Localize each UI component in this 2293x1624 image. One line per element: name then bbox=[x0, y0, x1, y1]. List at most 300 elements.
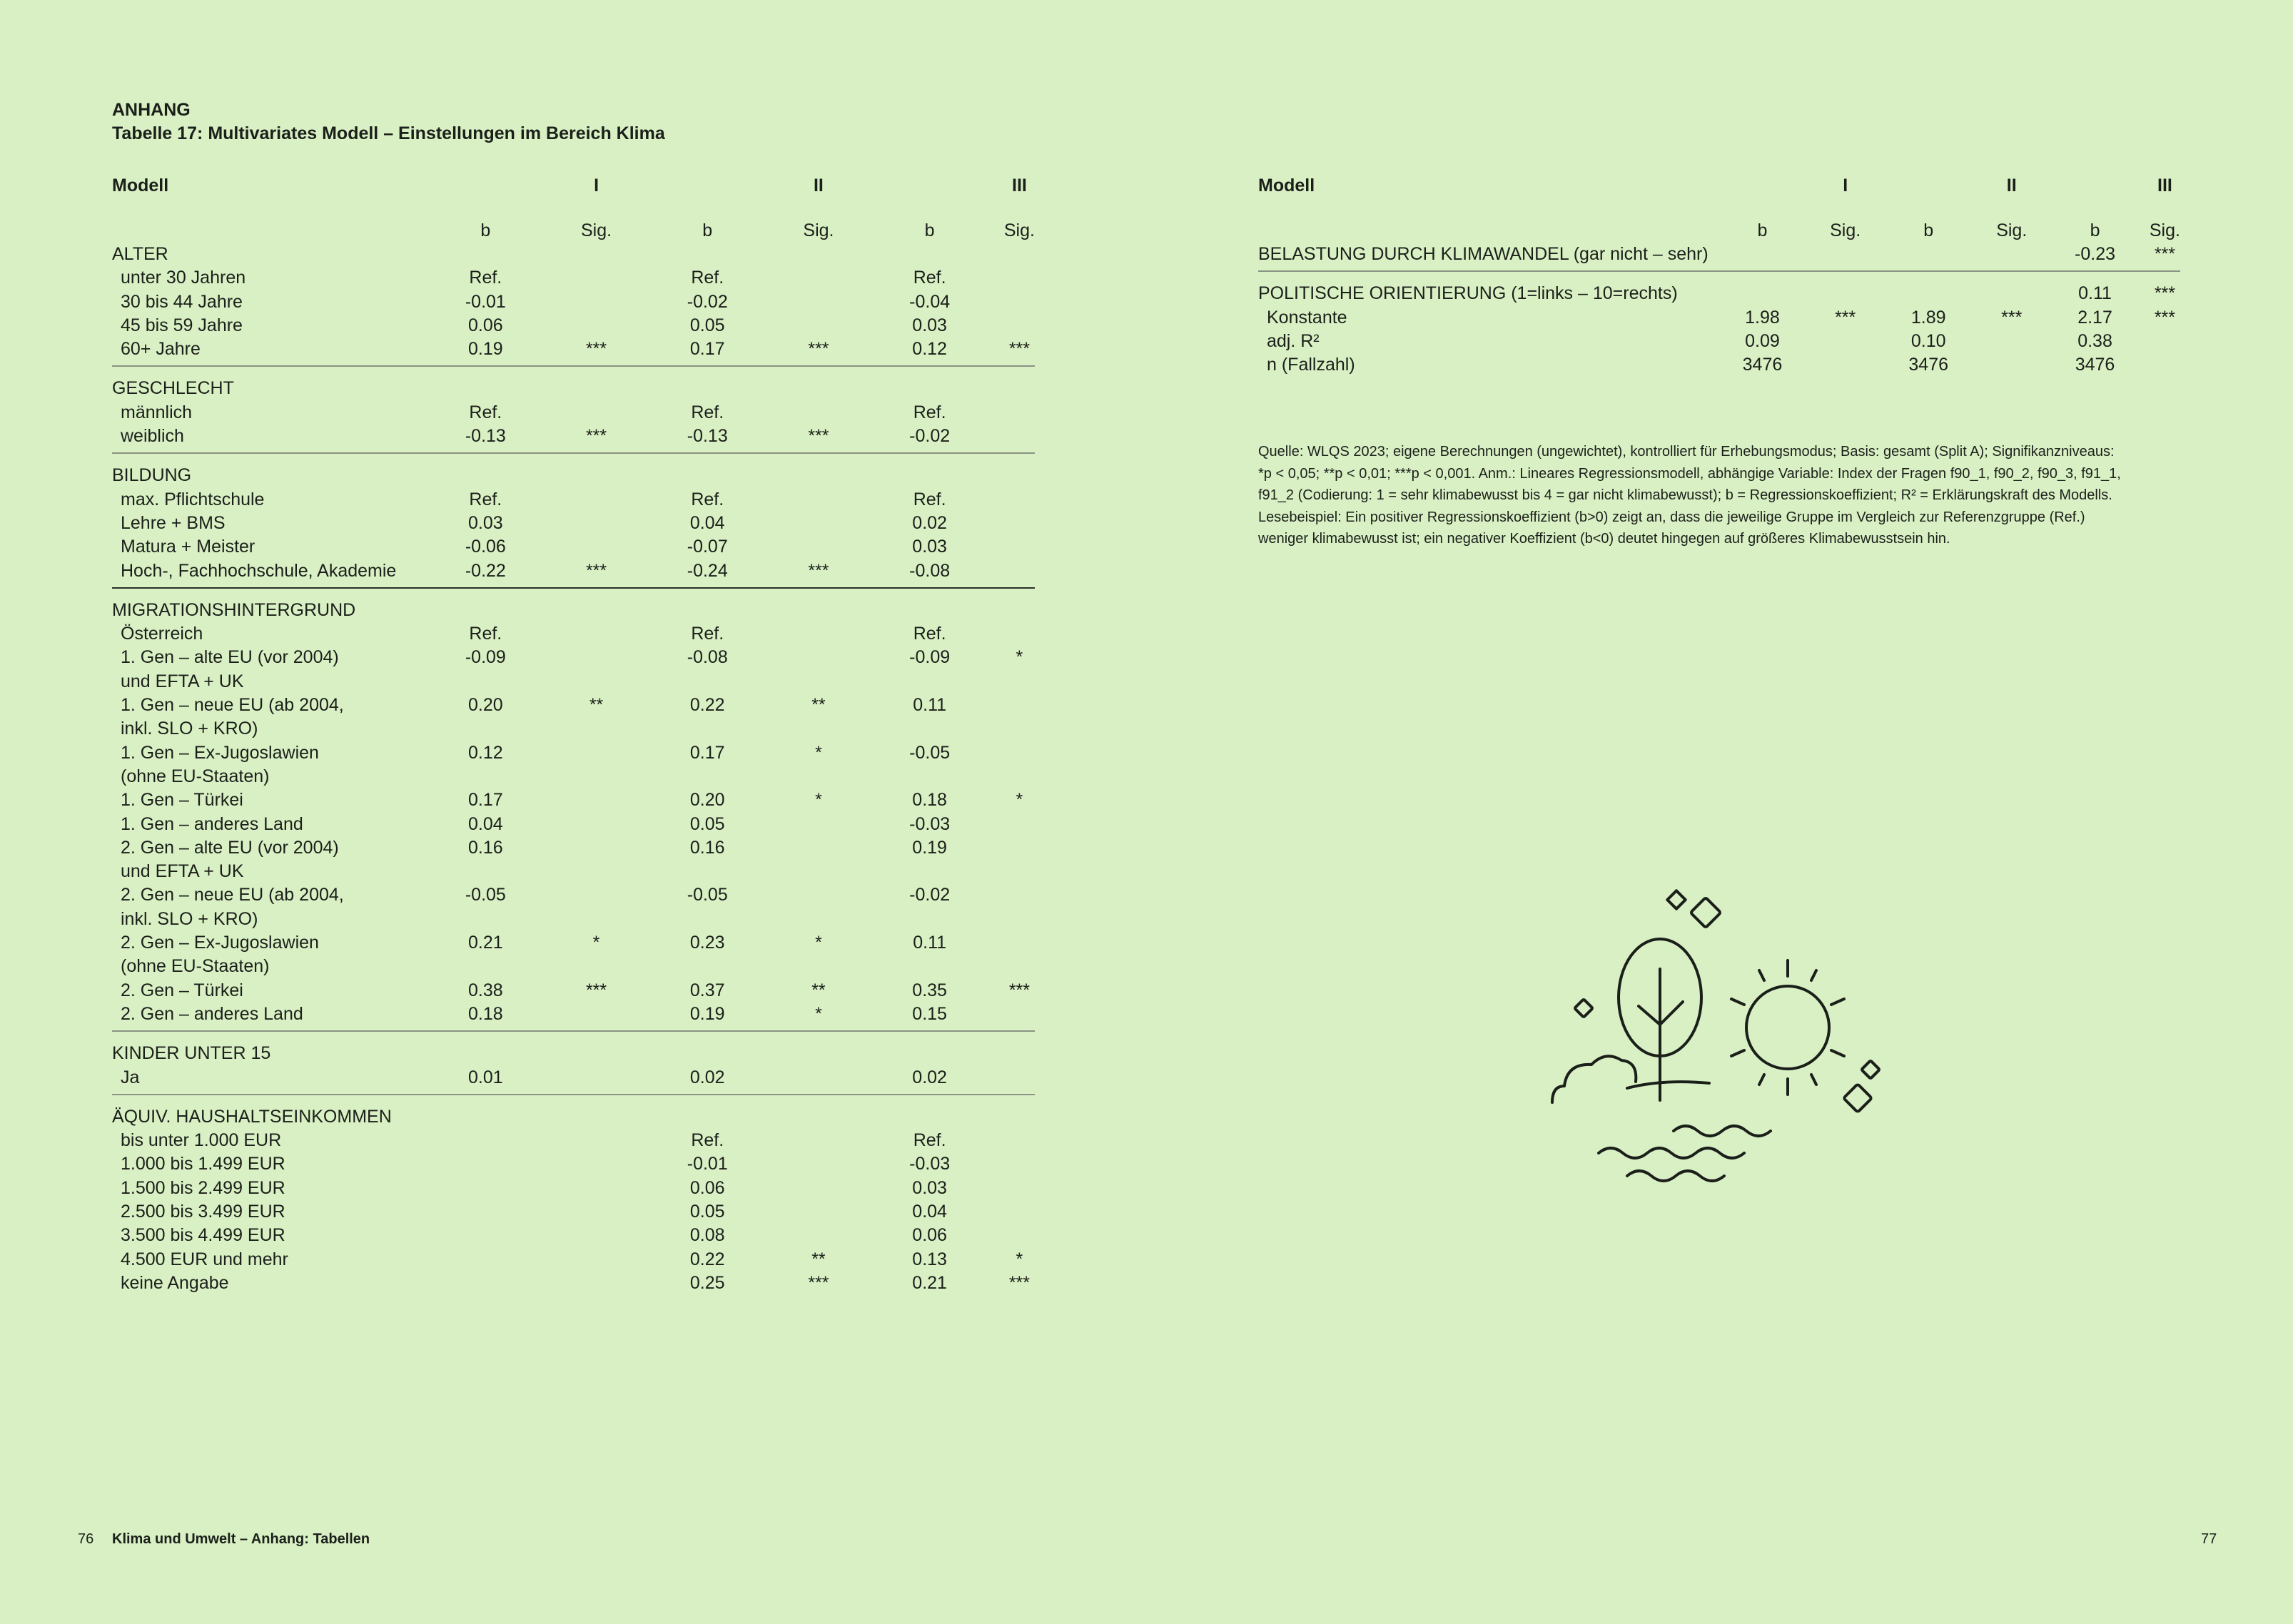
significance-value: *** bbox=[808, 1272, 829, 1293]
coefficient-value bbox=[412, 1031, 560, 1065]
left-page bbox=[0, 0, 1146, 1624]
significance-value bbox=[560, 1200, 633, 1224]
coefficient-value: -0.01 bbox=[465, 291, 506, 312]
coefficient-value: 0.11 bbox=[913, 695, 947, 716]
table-notes bbox=[1258, 441, 2179, 550]
row-label-line: 2. Gen – neue EU (ab 2004, bbox=[121, 885, 344, 905]
coefficient-value: 2.17 bbox=[2077, 307, 2112, 328]
coefficient-value: -0.09 bbox=[909, 647, 951, 668]
table-row bbox=[112, 290, 1035, 314]
significance-value bbox=[1004, 1224, 1035, 1247]
model-header-iii: III bbox=[2157, 176, 2172, 196]
significance-value bbox=[1004, 488, 1035, 512]
significance-value bbox=[1004, 266, 1035, 290]
section-title-row bbox=[112, 366, 1035, 400]
coefficient-value: 0.35 bbox=[912, 980, 947, 1000]
coefficient-value: 0.22 bbox=[689, 695, 725, 716]
significance-value bbox=[1816, 243, 1874, 271]
significance-value bbox=[1983, 330, 2040, 353]
significance-value bbox=[781, 836, 855, 884]
coefficient-value bbox=[412, 1152, 560, 1176]
significance-value bbox=[781, 1200, 855, 1224]
significance-value bbox=[1004, 1200, 1035, 1224]
significance-value: *** bbox=[781, 425, 855, 453]
significance-value: * bbox=[781, 1003, 855, 1031]
significance-value bbox=[1004, 512, 1035, 535]
coefficient-value bbox=[412, 1200, 560, 1224]
significance-value: *** bbox=[560, 338, 633, 366]
coefficient-value: 0.11 bbox=[2078, 283, 2112, 304]
row-label-line: Österreich bbox=[121, 624, 203, 644]
row-label bbox=[112, 813, 412, 836]
table-title: Tabelle 17: Multivariates Modell – Einstellungen im Bereich Klima bbox=[112, 123, 665, 143]
coefficient-value: 0.06 bbox=[468, 315, 503, 335]
significance-value: *** bbox=[560, 425, 633, 453]
table-row bbox=[112, 425, 1035, 453]
running-title: Klima und Umwelt – Anhang: Tabellen bbox=[112, 1531, 370, 1547]
section-title-row bbox=[1258, 271, 2180, 305]
coefficient-value: 3476 bbox=[1908, 355, 1949, 375]
significance-value bbox=[781, 1129, 855, 1152]
significance-value bbox=[560, 622, 633, 646]
coefficient-value: 0.16 bbox=[468, 837, 503, 858]
coefficient-value: 0.19 bbox=[912, 837, 947, 858]
row-label bbox=[112, 741, 412, 789]
significance-value: *** bbox=[585, 980, 607, 1000]
coefficient-value: Ref. bbox=[691, 1130, 724, 1151]
spacer-cell bbox=[1709, 171, 1817, 200]
coefficient-value: 0.06 bbox=[689, 1177, 725, 1198]
significance-value: *** bbox=[2150, 243, 2180, 271]
coefficient-value: 0.16 bbox=[689, 837, 725, 858]
row-label bbox=[1258, 353, 1709, 377]
coefficient-value: 0.19 bbox=[633, 1003, 781, 1031]
b-header: b bbox=[1923, 220, 1934, 240]
significance-value bbox=[1004, 883, 1035, 931]
coefficient-value bbox=[855, 366, 1003, 400]
coefficient-value: 0.38 bbox=[468, 980, 503, 1000]
row-label bbox=[112, 1129, 412, 1152]
regression-table-left bbox=[112, 171, 1035, 1295]
significance-value bbox=[560, 1224, 633, 1247]
coefficient-value: -0.05 bbox=[465, 885, 506, 905]
significance-value bbox=[560, 1003, 633, 1031]
significance-value bbox=[1004, 741, 1035, 789]
b-header: b bbox=[480, 220, 491, 240]
table-row bbox=[112, 1272, 1035, 1295]
significance-value bbox=[560, 243, 633, 266]
row-label-line: 2. Gen – alte EU (vor 2004) bbox=[121, 837, 339, 858]
significance-value bbox=[781, 1095, 855, 1129]
significance-value bbox=[1983, 243, 2040, 271]
significance-value: *** bbox=[2001, 307, 2023, 328]
significance-value bbox=[1004, 1129, 1035, 1152]
coefficient-value bbox=[633, 243, 781, 266]
note-line: *p < 0,05; **p < 0,01; ***p < 0,001. Anm.: Lineares Regressionsmodell, abhängige Variable: Index der Fragen f90_1, f90_2, f90_3, f91_1, bbox=[1258, 465, 2121, 482]
row-label-line: max. Pflichtschule bbox=[121, 489, 265, 509]
coefficient-value: 0.01 bbox=[412, 1066, 560, 1095]
significance-value bbox=[1004, 836, 1035, 884]
coefficient-value bbox=[855, 588, 1003, 622]
row-label-line: keine Angabe bbox=[121, 1272, 229, 1293]
coefficient-value: Ref. bbox=[913, 624, 946, 644]
coefficient-value: Ref. bbox=[691, 402, 724, 422]
row-label-line: und EFTA + UK bbox=[121, 671, 244, 691]
significance-value bbox=[560, 1129, 633, 1152]
coefficient-value: 0.02 bbox=[855, 1066, 1003, 1095]
row-label bbox=[112, 559, 412, 588]
row-label-line: 1. Gen – alte EU (vor 2004) bbox=[121, 647, 339, 668]
significance-value bbox=[560, 453, 633, 487]
significance-value bbox=[560, 836, 633, 884]
significance-value bbox=[560, 314, 633, 338]
table-row bbox=[112, 1152, 1035, 1176]
coefficient-value: 0.38 bbox=[2077, 330, 2112, 351]
coefficient-value: Ref. bbox=[913, 402, 946, 422]
sig-header: Sig. bbox=[1996, 220, 2028, 240]
table-row bbox=[112, 488, 1035, 512]
coefficient-value: 0.19 bbox=[412, 338, 560, 366]
row-label-line: Matura + Meister bbox=[121, 537, 255, 557]
significance-value bbox=[560, 883, 633, 931]
coefficient-value: 1.89 bbox=[1910, 307, 1946, 328]
significance-value: *** bbox=[781, 338, 855, 366]
row-label-line: und EFTA + UK bbox=[121, 861, 244, 882]
row-label bbox=[112, 425, 412, 453]
significance-value: * bbox=[815, 742, 822, 763]
coefficient-value bbox=[855, 1031, 1003, 1065]
row-label-line: 30 bis 44 Jahre bbox=[121, 291, 243, 312]
coefficient-value bbox=[412, 1248, 560, 1272]
coefficient-value: 0.03 bbox=[912, 315, 947, 335]
coefficient-value: -0.08 bbox=[687, 647, 728, 668]
coefficient-value bbox=[1709, 243, 1817, 271]
significance-value bbox=[781, 366, 855, 400]
row-label bbox=[112, 1200, 412, 1224]
coefficient-value bbox=[633, 1095, 781, 1129]
significance-value bbox=[1004, 290, 1035, 314]
coefficient-value: 0.18 bbox=[412, 1003, 560, 1031]
significance-value: * bbox=[815, 790, 822, 811]
table-row bbox=[112, 1200, 1035, 1224]
coefficient-value: Ref. bbox=[913, 268, 946, 288]
table-row bbox=[112, 883, 1035, 931]
row-label-line: inkl. SLO + KRO) bbox=[121, 908, 258, 929]
coefficient-value bbox=[1874, 243, 1983, 271]
significance-value bbox=[560, 1177, 633, 1200]
model-header-iii: III bbox=[1012, 176, 1027, 196]
spacer-cell bbox=[1874, 171, 1983, 200]
coefficient-value: 0.05 bbox=[689, 813, 725, 834]
wave-icon bbox=[1674, 1126, 1771, 1136]
coefficient-value: 0.08 bbox=[689, 1225, 725, 1246]
table-row bbox=[112, 1177, 1035, 1200]
significance-value bbox=[560, 1272, 633, 1295]
significance-value bbox=[1004, 366, 1035, 400]
model-header-ii: II bbox=[2006, 176, 2017, 196]
significance-value bbox=[1004, 425, 1035, 453]
table-row bbox=[112, 1224, 1035, 1247]
significance-value bbox=[1004, 1066, 1035, 1095]
coefficient-value bbox=[412, 453, 560, 487]
coefficient-value: 0.04 bbox=[689, 512, 725, 533]
row-label-line: (ohne EU-Staaten) bbox=[121, 956, 270, 977]
coefficient-value bbox=[412, 1272, 560, 1295]
b-header: b bbox=[702, 220, 713, 240]
significance-value: *** bbox=[781, 559, 855, 588]
row-label bbox=[112, 266, 412, 290]
coefficient-value: -0.02 bbox=[909, 885, 951, 905]
significance-value bbox=[1816, 330, 1874, 353]
table-row bbox=[1258, 330, 2180, 353]
significance-value bbox=[2150, 353, 2180, 377]
coefficient-value bbox=[412, 1177, 560, 1200]
significance-value bbox=[560, 512, 633, 535]
row-label-line: 2. Gen – anderes Land bbox=[121, 1003, 303, 1024]
significance-value bbox=[781, 401, 855, 425]
coefficient-value: Ref. bbox=[691, 624, 724, 644]
sig-header: Sig. bbox=[581, 220, 612, 240]
significance-value bbox=[781, 622, 855, 646]
diamond-icon bbox=[1843, 1084, 1872, 1112]
coefficient-value: -0.01 bbox=[687, 1154, 728, 1174]
coefficient-value: Ref. bbox=[691, 268, 724, 288]
significance-value bbox=[560, 1066, 633, 1095]
sun-icon bbox=[1746, 986, 1829, 1069]
coefficient-value: -0.02 bbox=[855, 425, 1003, 453]
row-label-line: 2.500 bis 3.499 EUR bbox=[121, 1201, 285, 1222]
coefficient-value: 0.15 bbox=[855, 1003, 1003, 1031]
significance-value bbox=[560, 646, 633, 694]
wave-icon bbox=[1599, 1148, 1744, 1158]
section-title: ALTER bbox=[112, 244, 168, 264]
significance-value bbox=[1816, 271, 1874, 305]
coefficient-value: Ref. bbox=[469, 489, 502, 509]
row-label-line: n (Fallzahl) bbox=[1267, 355, 1355, 375]
significance-value bbox=[560, 401, 633, 425]
coefficient-value bbox=[412, 243, 560, 266]
coefficient-value bbox=[855, 453, 1003, 487]
significance-value bbox=[1983, 271, 2040, 305]
significance-value bbox=[781, 243, 855, 266]
row-label bbox=[1258, 330, 1709, 353]
table-row bbox=[112, 788, 1035, 812]
row-label bbox=[112, 931, 412, 979]
coefficient-header-row bbox=[1258, 200, 2180, 243]
coefficient-value: 0.06 bbox=[912, 1225, 947, 1246]
row-label-line: 60+ Jahre bbox=[121, 339, 201, 360]
sig-header: Sig. bbox=[2149, 220, 2180, 240]
significance-value bbox=[1004, 453, 1035, 487]
table-row bbox=[112, 836, 1035, 884]
section-title-row bbox=[1258, 243, 2180, 271]
row-label-line: Konstante bbox=[1267, 307, 1347, 328]
row-label bbox=[112, 979, 412, 1003]
row-label-line: 2. Gen – Ex-Jugoslawien bbox=[121, 933, 319, 953]
table-row bbox=[112, 1003, 1035, 1031]
left-page-number: 76 bbox=[78, 1531, 94, 1547]
row-label-line: 1.000 bis 1.499 EUR bbox=[121, 1154, 285, 1174]
row-label-line: 4.500 EUR und mehr bbox=[121, 1249, 288, 1269]
coefficient-value: 0.04 bbox=[912, 1201, 947, 1222]
significance-value bbox=[781, 314, 855, 338]
note-line: weniger klimabewusst ist; ein negativer Koeffizient (b<0) deutet hingegen auf größeres Klimabewusstsein hin. bbox=[1258, 531, 1950, 547]
row-label bbox=[112, 512, 412, 535]
table-row bbox=[112, 979, 1035, 1003]
row-label bbox=[112, 622, 412, 646]
coefficient-value: Ref. bbox=[691, 489, 724, 509]
coefficient-value: 0.23 bbox=[689, 933, 725, 953]
row-label bbox=[112, 1066, 412, 1095]
row-label-line: Ja bbox=[121, 1067, 140, 1087]
note-line: Lesebeispiel: Ein positiver Regressionskoeffizient (b>0) zeigt an, dass die jeweilige Gruppe im Vergleich zur Referenzgruppe (Ref.) bbox=[1258, 509, 2085, 525]
row-label bbox=[112, 488, 412, 512]
coefficient-value: Ref. bbox=[469, 624, 502, 644]
significance-value bbox=[781, 1224, 855, 1247]
regression-table-right bbox=[1258, 171, 2180, 377]
significance-value: *** bbox=[1008, 1272, 1031, 1293]
coefficient-value bbox=[1874, 271, 1983, 305]
significance-value bbox=[1004, 1177, 1035, 1200]
coefficient-value: -0.23 bbox=[2040, 243, 2150, 271]
coefficient-value: 0.21 bbox=[912, 1272, 947, 1293]
significance-value: * bbox=[1016, 790, 1023, 811]
section-title: BILDUNG bbox=[112, 465, 192, 486]
coefficient-value: 0.09 bbox=[1745, 330, 1780, 351]
table-row bbox=[112, 401, 1035, 425]
table-row bbox=[1258, 353, 2180, 377]
coefficient-value bbox=[412, 1095, 560, 1129]
significance-value bbox=[560, 366, 633, 400]
coefficient-value: 0.03 bbox=[468, 512, 503, 533]
coefficient-value: 0.17 bbox=[468, 790, 503, 811]
model-header-i: I bbox=[1843, 176, 1848, 196]
row-label-line: männlich bbox=[121, 402, 193, 422]
table-row bbox=[112, 741, 1035, 789]
coefficient-value: 1.98 bbox=[1745, 307, 1780, 328]
significance-value: *** bbox=[1008, 980, 1031, 1000]
coefficient-value: 3476 bbox=[1742, 355, 1783, 375]
coefficient-value: 3476 bbox=[2075, 355, 2115, 375]
coefficient-value: -0.05 bbox=[687, 885, 728, 905]
row-label bbox=[112, 401, 412, 425]
row-label bbox=[112, 1177, 412, 1200]
wave-icon bbox=[1627, 1171, 1724, 1181]
significance-value bbox=[781, 813, 855, 836]
section-title-row bbox=[112, 453, 1035, 487]
row-label bbox=[1258, 306, 1709, 330]
significance-value bbox=[781, 512, 855, 535]
coefficient-value bbox=[1709, 271, 1817, 305]
row-label bbox=[112, 1003, 412, 1031]
coefficient-value: 0.18 bbox=[912, 790, 947, 811]
spacer-cell bbox=[855, 171, 1003, 200]
significance-value bbox=[781, 1177, 855, 1200]
significance-value bbox=[781, 453, 855, 487]
section-title-row bbox=[112, 588, 1035, 622]
coefficient-value: 0.17 bbox=[633, 338, 781, 366]
b-header: b bbox=[2090, 220, 2100, 240]
row-label bbox=[112, 1224, 412, 1247]
b-header: b bbox=[1757, 220, 1768, 240]
significance-value bbox=[560, 1152, 633, 1176]
coefficient-value: -0.13 bbox=[633, 425, 781, 453]
significance-value: * bbox=[1016, 647, 1023, 668]
row-label bbox=[112, 290, 412, 314]
sig-header: Sig. bbox=[1830, 220, 1861, 240]
table-row bbox=[112, 813, 1035, 836]
significance-value bbox=[1004, 588, 1035, 622]
coefficient-value: -0.06 bbox=[465, 537, 506, 557]
coefficient-value: -0.04 bbox=[909, 291, 951, 312]
model-header-ii: II bbox=[813, 176, 824, 196]
significance-value: ** bbox=[811, 1249, 826, 1269]
significance-value bbox=[1004, 1003, 1035, 1031]
table-row bbox=[112, 1066, 1035, 1095]
coefficient-value: -0.05 bbox=[909, 742, 951, 763]
significance-value bbox=[781, 883, 855, 931]
row-label-line: 1.500 bis 2.499 EUR bbox=[121, 1177, 285, 1198]
significance-value: ** bbox=[589, 695, 604, 716]
diamond-icon bbox=[1667, 890, 1685, 908]
significance-value: *** bbox=[1004, 338, 1035, 366]
significance-value bbox=[560, 813, 633, 836]
diamond-icon bbox=[1861, 1060, 1879, 1078]
table-row bbox=[112, 314, 1035, 338]
table-row bbox=[112, 622, 1035, 646]
row-label-line: Lehre + BMS bbox=[121, 512, 226, 533]
coefficient-value bbox=[412, 1129, 560, 1152]
coefficient-value: 0.17 bbox=[689, 742, 725, 763]
significance-value: ** bbox=[811, 980, 826, 1000]
note-line: f91_2 (Codierung: 1 = sehr klimabewusst bis 4 = gar nicht klimabewusst); b = Regressionskoeffizient; R² = Erklärungskraft des Modells. bbox=[1258, 487, 2112, 503]
section-title: GESCHLECHT bbox=[112, 378, 234, 399]
table-row bbox=[112, 338, 1035, 366]
significance-value bbox=[781, 1152, 855, 1176]
row-label-line: 1. Gen – anderes Land bbox=[121, 813, 303, 834]
significance-value: * bbox=[592, 933, 600, 953]
spacer-cell bbox=[1258, 200, 1709, 243]
significance-value bbox=[1816, 353, 1874, 377]
coefficient-header-row bbox=[112, 200, 1035, 243]
significance-value bbox=[1004, 694, 1035, 741]
spacer-cell bbox=[2040, 171, 2150, 200]
coefficient-value: 0.02 bbox=[633, 1066, 781, 1095]
row-label-line: bis unter 1.000 EUR bbox=[121, 1130, 282, 1151]
coefficient-value: Ref. bbox=[913, 1130, 946, 1151]
spacer-cell bbox=[633, 171, 781, 200]
table-row bbox=[112, 694, 1035, 741]
coefficient-value bbox=[855, 1095, 1003, 1129]
row-label bbox=[112, 1152, 412, 1176]
significance-value bbox=[1004, 401, 1035, 425]
row-label bbox=[112, 535, 412, 559]
coefficient-value: 0.04 bbox=[468, 813, 503, 834]
table-row bbox=[112, 266, 1035, 290]
table-row bbox=[112, 1248, 1035, 1272]
coefficient-value: Ref. bbox=[469, 268, 502, 288]
row-label bbox=[112, 694, 412, 741]
coefficient-value bbox=[855, 243, 1003, 266]
coefficient-value bbox=[412, 588, 560, 622]
model-header-row bbox=[112, 171, 1035, 200]
significance-value bbox=[1004, 931, 1035, 979]
diamond-icon bbox=[1691, 898, 1721, 928]
coefficient-value: 0.20 bbox=[689, 790, 725, 811]
model-header-row bbox=[1258, 171, 2180, 200]
coefficient-value: 0.13 bbox=[912, 1249, 947, 1269]
row-label-line: unter 30 Jahren bbox=[121, 268, 246, 288]
